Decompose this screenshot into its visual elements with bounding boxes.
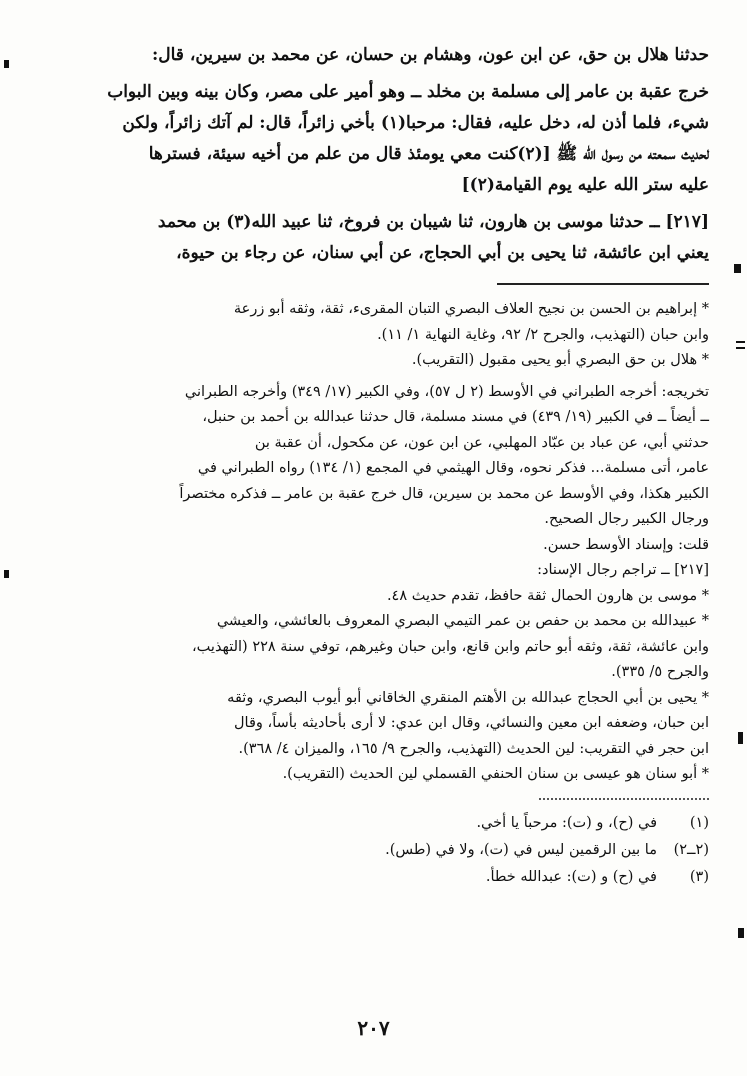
scan-mark bbox=[738, 928, 744, 938]
note-line: * هلال بن حق البصري أبو يحيى مقبول (التقريب). bbox=[411, 352, 709, 368]
footnote-number: (١) bbox=[689, 814, 709, 831]
footnote-number: (٣) bbox=[689, 868, 709, 885]
scan-mark bbox=[4, 60, 9, 68]
note-line: ــ أيضاً ــ في الكبير (١٩/ ٤٣٩) في مسند مسلمة، قال حدثنا عبدالله بن أحمد بن حنبل، bbox=[202, 409, 709, 425]
main-text bbox=[38, 40, 709, 269]
footnote-text: في (ح) و (ت): عبدالله خطأ. bbox=[485, 868, 657, 885]
main-line: حدثنا هلال بن حق، عن ابن عون، وهشام بن حسان، عن محمد بن سيرين، قال: bbox=[152, 45, 709, 65]
scan-mark bbox=[736, 341, 745, 343]
note-line: حدثني أبي، عن عباد بن عبّاد المهلبي، عن ابن عون، عن مكحول، أن عقبة بن bbox=[254, 434, 709, 451]
scan-mark bbox=[736, 347, 745, 349]
note-line: والجرح ٥/ ٣٣٥). bbox=[611, 664, 709, 680]
footnotes bbox=[38, 810, 709, 891]
footnote bbox=[38, 810, 709, 837]
note-line: قلت: وإسناد الأوسط حسن. bbox=[543, 536, 709, 553]
notes-separator bbox=[497, 283, 709, 285]
note-line: * عبيدالله بن محمد بن حفص بن عمر التيمي البصري المعروف بالعائشي، والعيشي bbox=[216, 613, 709, 629]
note-line: تخريجه: أخرجه الطبراني في الأوسط (٢ ل ٥٧)، وفي الكبير (١٧/ ٣٤٩) وأخرجه الطبراني bbox=[184, 383, 709, 400]
main-line: [٢١٧] ــ حدثنا موسى بن هارون، ثنا شيبان بن فروخ، ثنا عبيد الله(٣) بن محمد bbox=[157, 212, 709, 232]
footnote bbox=[38, 837, 709, 864]
scan-mark bbox=[734, 264, 741, 273]
scan-mark bbox=[738, 732, 743, 744]
document-page bbox=[38, 40, 709, 1046]
note-line: الكبير هكذا، وفي الأوسط عن محمد بن سيرين، قال خرج عقبة بن عامر ــ فذكره مختصراً bbox=[179, 485, 709, 502]
footnote bbox=[38, 864, 709, 891]
note-line: * إبراهيم بن الحسن بن نجيح العلاف البصري التبان المقرىء، ثقة، وثقه أبو زرعة bbox=[233, 301, 709, 317]
note-line: وابن عائشة، ثقة، وثقه أبو حاتم وابن قانع، وابن حبان وغيرهم، توفي سنة ٢٢٨ (التهذيب، bbox=[191, 638, 709, 655]
main-line: لحديث سمعته من رسول الله ﷺ [(٢)كنت معي يومئذ قال من علم من أخيه سيئة، فسترها bbox=[148, 144, 709, 164]
note-line: [٢١٧] ــ تراجم رجال الإسناد: bbox=[537, 562, 709, 578]
note-line: عامر، أتى مسلمة... فذكر نحوه، وقال الهيثمي في المجمع (١/ ١٣٤) رواه الطبراني في bbox=[197, 460, 709, 476]
note-line: ابن حبان، وضعفه ابن معين والنسائي، وقال ابن عدي: لا أرى بأحاديثه بأساً، وقال bbox=[234, 715, 709, 731]
note-line: وابن حبان (التهذيب، والجرح ٢/ ٩٢، وغاية النهاية ١/ ١١). bbox=[377, 326, 709, 343]
commentary-notes bbox=[38, 297, 709, 788]
note-line: ابن حجر في التقريب: لين الحديث (التهذيب، والجرح ٩/ ١٦٥، والميزان ٤/ ٣٦٨). bbox=[238, 740, 709, 757]
footnote-text: ما بين الرقمين ليس في (ت)، ولا في (طس). bbox=[385, 841, 657, 858]
note-line: * موسى بن هارون الحمال ثقة حافظ، تقدم حديث ٤٨. bbox=[386, 587, 709, 604]
note-line: * يحيى بن أبي الحجاج عبدالله بن الأهتم المنقري الخاقاني أبو أيوب البصري، وثقه bbox=[227, 689, 709, 706]
page-number: ٢٠٧ bbox=[357, 1016, 390, 1040]
hadith-217-paragraph bbox=[38, 207, 709, 269]
main-line: يعني ابن عائشة، ثنا يحيى بن أبي الحجاج، عن أبي سنان، عن رجاء بن حيوة، bbox=[176, 243, 709, 263]
footnote-text: في (ح)، و (ت): مرحباً يا أخي. bbox=[476, 814, 657, 831]
hadith-paragraph bbox=[38, 77, 709, 201]
note-line: * أبو سنان هو عيسى بن سنان الحنفي القسملي لين الحديث (التقريب). bbox=[282, 766, 709, 782]
main-line: خرج عقبة بن عامر إلى مسلمة بن مخلد ــ وهو أمير على مصر، وكان بينه وبين البواب bbox=[107, 82, 709, 102]
note-line: ورجال الكبير رجال الصحيح. bbox=[544, 511, 709, 527]
main-line: شيء، فلما أذن له، دخل عليه، فقال: مرحبا(١) بأخي زائراً، قال: لم آتك زائراً، ولكن bbox=[122, 113, 709, 133]
footnote-separator bbox=[539, 798, 709, 800]
main-line: عليه ستر الله عليه يوم القيامة(٢)] bbox=[461, 175, 709, 195]
scan-mark bbox=[4, 570, 9, 578]
footnote-number: (٢ــ٢) bbox=[673, 841, 709, 858]
